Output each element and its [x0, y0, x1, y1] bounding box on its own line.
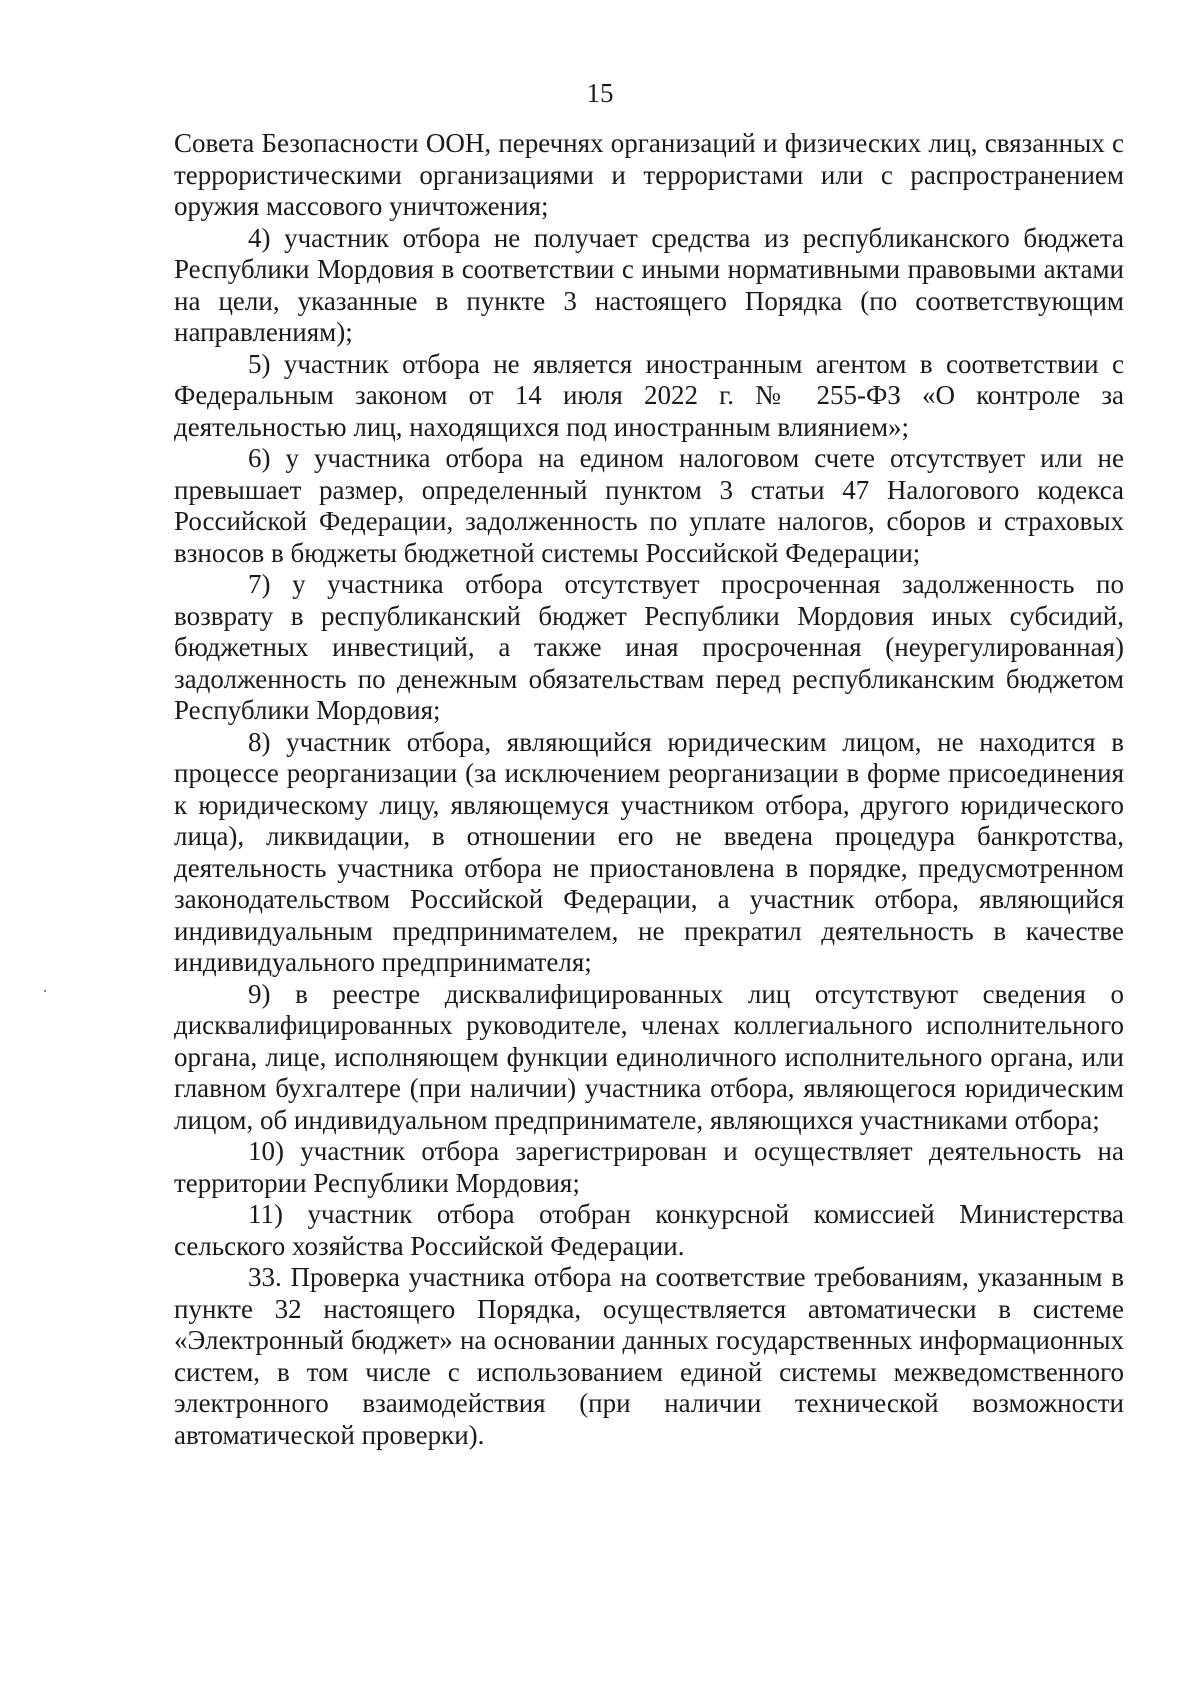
scan-speck	[44, 990, 46, 992]
page-number: 15	[586, 78, 614, 108]
paragraph-continuation: Совета Безопасности ООН, перечнях организаций и физических лиц, связанных с террористическими организациями и террористами или с распространением оружия массового уничтожения;	[174, 128, 1124, 221]
paragraph-item-6: 6) у участника отбора на едином налоговом счете отсутствует или не превышает размер, определенный пунктом 3 статьи 47 Налогового кодекса Российской Федерации, задолженность по уплате налогов, сборов и страховых взносов в бюджеты бюджетной системы Российской Федерации;	[174, 443, 1124, 568]
paragraph-item-10: 10) участник отбора зарегистрирован и осуществляет деятельность на территории Республики Мордовия;	[174, 1136, 1124, 1198]
paragraph-item-7: 7) у участника отбора отсутствует просроченная задолженность по возврату в республиканский бюджет Республики Мордовия иных субсидий, бюджетных инвестиций, а также иная просроченная (неурегулированная) задолженность по денежным обязательствам перед республиканским бюджетом Республики Мордовия;	[174, 569, 1124, 725]
paragraph-section-33: 33. Проверка участника отбора на соответствие требованиям, указанным в пункте 32 настоящего Порядка, осуществляется автоматически в системе «Электронный бюджет» на основании данных государственных информационных систем, в том числе с использованием единой системы межведомственного электронного взаимодействия (при наличии технической возможности автоматической проверки).	[174, 1262, 1124, 1450]
paragraph-item-9: 9) в реестре дисквалифицированных лиц отсутствуют сведения о дисквалифицированных руководителе, членах коллегиального исполнительного органа, лице, исполняющем функции единоличного исполнительного органа, или главном бухгалтере (при наличии) участника отбора, являющегося юридическим лицом, об индивидуальном предпринимателе, являющихся участниками отбора;	[174, 978, 1124, 1135]
document-body	[174, 128, 1124, 1451]
paragraph-item-8: 8) участник отбора, являющийся юридическим лицом, не находится в процессе реорганизации (за исключением реорганизации в форме присоединения к юридическому лицу, являющемуся участником отбора, другого юридического лица), ликвидации, в отношении его не введена процедура банкротства, деятельность участника отбора не приостановлена в порядке, предусмотренном законодательством Российской Федерации, а участник отбора, являющийся индивидуальным предпринимателем, не прекратил деятельность в качестве индивидуального предпринимателя;	[174, 726, 1124, 977]
paragraph-item-4: 4) участник отбора не получает средства из республиканского бюджета Республики Мордовия в соответствии с иными нормативными правовыми актами на цели, указанные в пункте 3 настоящего Порядка (по соответствующим направлениям);	[174, 222, 1124, 347]
paragraph-item-5: 5) участник отбора не является иностранным агентом в соответствии с Федеральным законом от 14 июля 2022 г. № 255-ФЗ «О контроле за деятельностью лиц, находящихся под иностранным влиянием»;	[174, 348, 1124, 442]
paragraph-item-11: 11) участник отбора отобран конкурсной комиссией Министерства сельского хозяйства Российской Федерации.	[174, 1199, 1124, 1261]
